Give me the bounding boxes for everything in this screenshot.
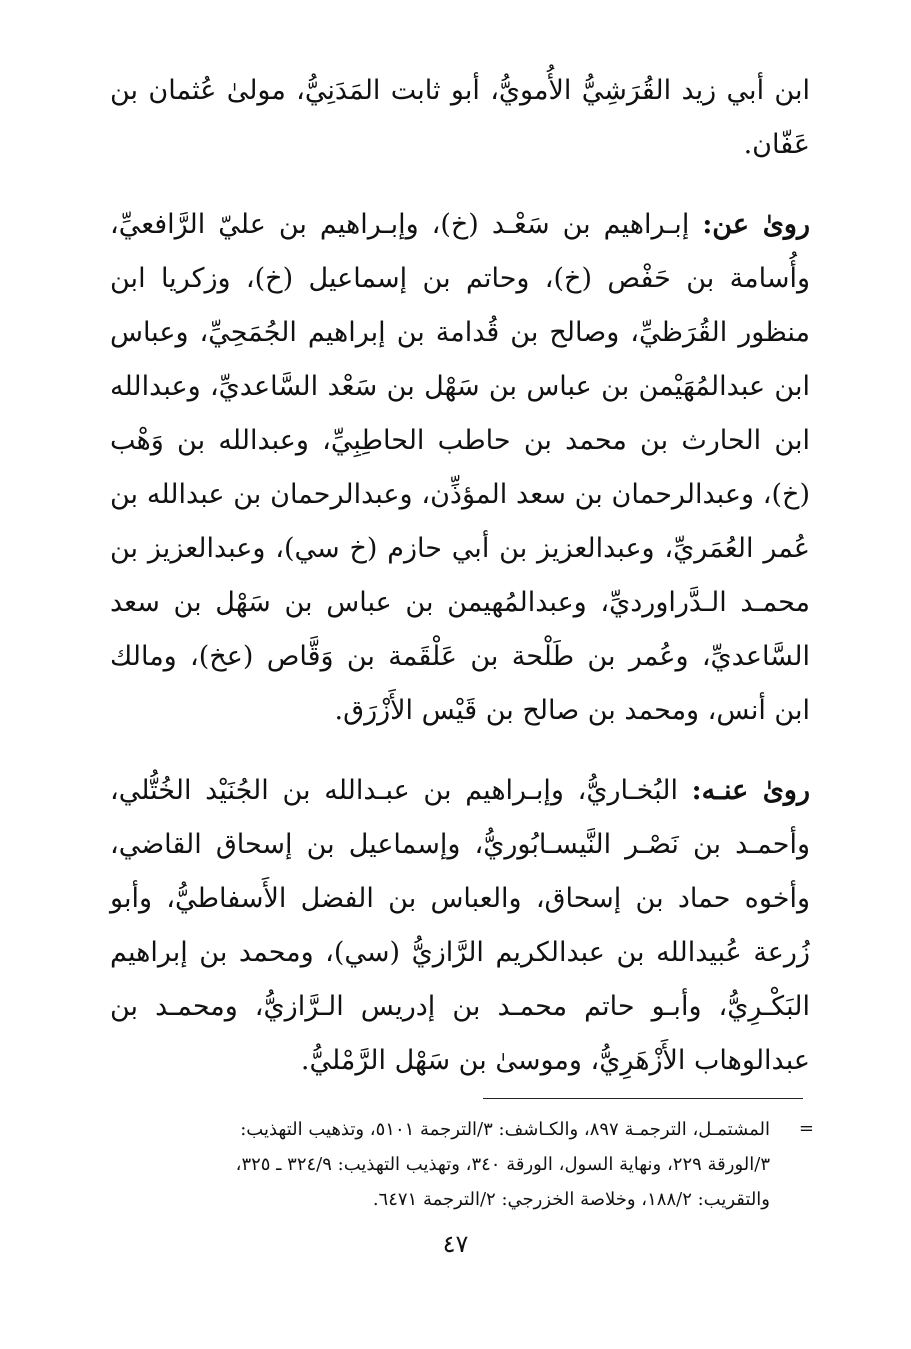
paragraph-spacer xyxy=(110,738,810,764)
footnote-line: والتقريب: ١٨٨/٢، وخلاصة الخزرجي: ٢/الترجمة ٦٤٧١. xyxy=(372,1189,770,1210)
footnote-line: المشتمـل، الترجمـة ٨٩٧، والكـاشف: ٣/الترجمة ٥١٠١، وتذهيب التهذيب: xyxy=(240,1119,770,1140)
footnote-body xyxy=(110,1112,770,1217)
footnote-divider xyxy=(483,1098,803,1099)
footnote-continuation-marker: = xyxy=(798,1118,814,1139)
narrated-by-text: البُخـاريُّ، وإبـراهيم بن عبـدالله بن الجُنَيْد الخُتُّلي، وأحمـد بن نَصْـر النَّيسـابُوريُّ، وإسماعيل بن إسحاق القاضي، وأخوه حماد بن إسحاق، والعباس بن الفضل الأَسفاطيُّ، وأبو زُرعة عُبيدالله بن عبدالكريم الرَّازيُّ (سي)، ومحمد بن إبراهيم البَكْـرِيُّ، وأبـو حاتم محمـد بن إدريس الـرَّازيُّ، ومحمـد بن عبدالوهاب الأَزْهَرِيُّ، وموسىٰ بن سَهْل الرَّمْليُّ. xyxy=(110,775,810,1076)
footnote-block xyxy=(110,1112,814,1217)
narrated-from-text: إبـراهيم بن سَعْـد (خ)، وإبـراهيم بن عليّ الرَّافعيِّ، وأُسامة بن حَفْص (خ)، وحاتم بن إسماعيل (خ)، وزكريا ابن منظور القُرَظيِّ، وصالح بن قُدامة بن إبراهيم الجُمَحِيِّ، وعباس ابن عبدالمُهَيْمن بن عباس بن سَهْل بن سَعْد السَّاعديِّ، وعبدالله ابن الحارث بن محمد بن حاطب الحاطِبِيِّ، وعبدالله بن وَهْب (خ)، وعبدالرحمان بن سعد المؤذِّن، وعبدالرحمان بن عبدالله بن عُمر العُمَريِّ، وعبدالعزيز بن أبي حازم (خ سي)، وعبدالعزيز بن محمـد الـدَّراورديِّ، وعبدالمُهيمن بن عباس بن سَهْل بن سعد السَّاعديِّ، وعُمر بن طَلْحة بن عَلْقَمة بن وَقَّاص (عخ)، ومالك ابن أنس، ومحمد بن صالح بن قَيْس الأَزْرَق. xyxy=(110,209,810,726)
narrated-from-label: روىٰ عن: xyxy=(702,209,811,240)
main-text-block xyxy=(110,64,810,1088)
footnote-line: ٣/الورقة ٢٢٩، ونهاية السول، الورقة ٣٤٠، وتهذيب التهذيب: ٣٢٤/٩ ـ ٣٢٥، xyxy=(235,1154,770,1175)
page-number: ٤٧ xyxy=(442,1230,469,1258)
narrated-by-label: روىٰ عنـه: xyxy=(691,775,810,806)
narrated-by-paragraph xyxy=(110,764,810,1088)
intro-paragraph: ابن أبي زيد القُرَشِيُّ الأُمويُّ، أبو ثابت المَدَنِيُّ، مولىٰ عُثمان بن عَفّان. xyxy=(110,75,810,160)
narrated-from-paragraph xyxy=(110,198,810,738)
paragraph-spacer xyxy=(110,172,810,198)
